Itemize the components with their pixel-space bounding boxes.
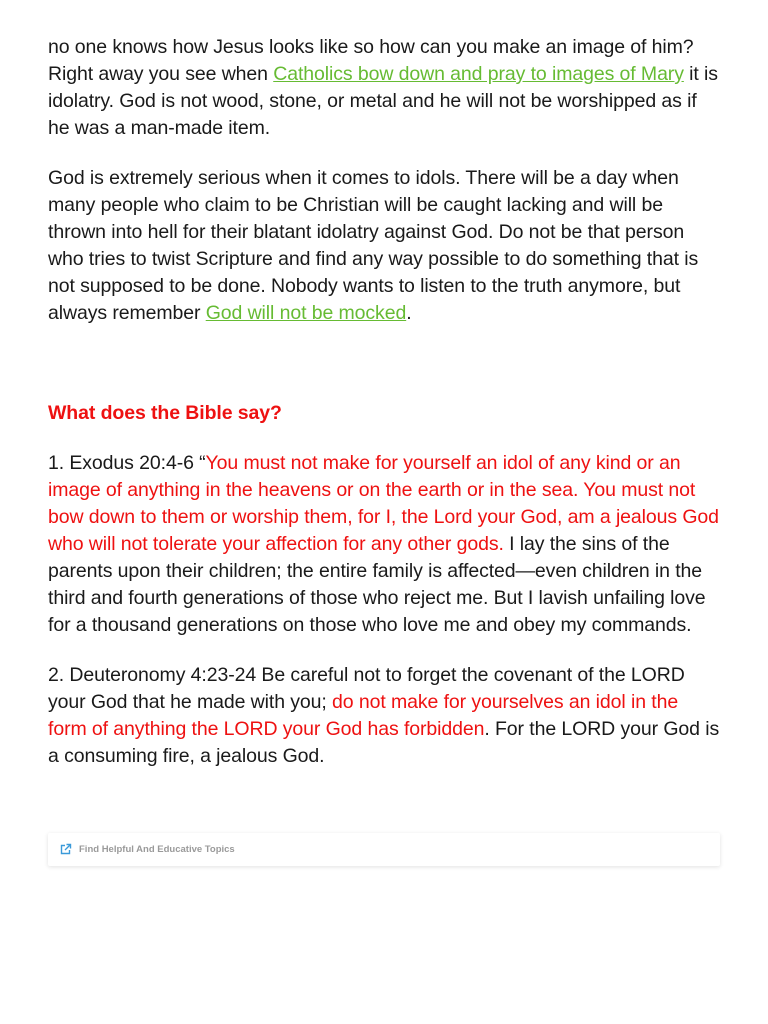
- verse-reference: 2. Deuteronomy 4:23-24 Be careful not to forget the covenant of the LORD your God that he made with you;: [48, 664, 685, 713]
- verse-deuteronomy: [48, 662, 720, 770]
- verse-reference: 1. Exodus 20:4-6 “: [48, 452, 206, 474]
- article-content: [48, 34, 720, 770]
- helpful-topics-label: Find Helpful And Educative Topics: [79, 844, 235, 855]
- paragraph-text: .: [406, 302, 412, 324]
- verse-text: I lay the sins of the parents upon their children; the entire family is affected—even children in the third and fourth generations of those who reject me. But I lavish unfailing love for a thousand generations on those who love me and obey my commands.: [48, 533, 706, 636]
- helpful-topics-link-box[interactable]: [48, 833, 720, 866]
- verse-highlight: do not make for yourselves an idol in the form of anything the LORD your God has forbidden: [48, 691, 679, 740]
- paragraph-text: no one knows how Jesus looks like so how can you make an image of him? Right away you see when: [48, 36, 694, 85]
- paragraph-god-serious: [48, 165, 720, 327]
- verse-highlight: You must not make for yourself an idol of any kind or an image of anything in the heavens or on the earth or in the sea. You must not bow down to them or worship them, for I, the Lord your God, am a jealous God who will not tolerate your affection for any other gods.: [48, 452, 719, 555]
- verse-text: . For the LORD your God is a consuming fire, a jealous God.: [48, 718, 720, 767]
- section-heading: What does the Bible say?: [48, 402, 282, 424]
- external-link-icon: [59, 843, 72, 856]
- paragraph-text: it is idolatry. God is not wood, stone, or metal and he will not be worshipped as if he was a man-made item.: [48, 63, 718, 139]
- paragraph-text: God is extremely serious when it comes to idols. There will be a day when many people who claim to be Christian will be caught lacking and will be thrown into hell for their blatant idolatry against God. Do not be that person who tries to twist Scripture and find any way possible to do something that is not supposed to be done. Nobody wants to listen to the truth anymore, but always remember: [48, 167, 699, 324]
- paragraph-idolatry: [48, 34, 720, 142]
- verse-exodus: [48, 450, 720, 639]
- god-not-mocked-link[interactable]: God will not be mocked: [205, 302, 407, 324]
- catholics-images-link[interactable]: Catholics bow down and pray to images of Mary: [273, 63, 684, 85]
